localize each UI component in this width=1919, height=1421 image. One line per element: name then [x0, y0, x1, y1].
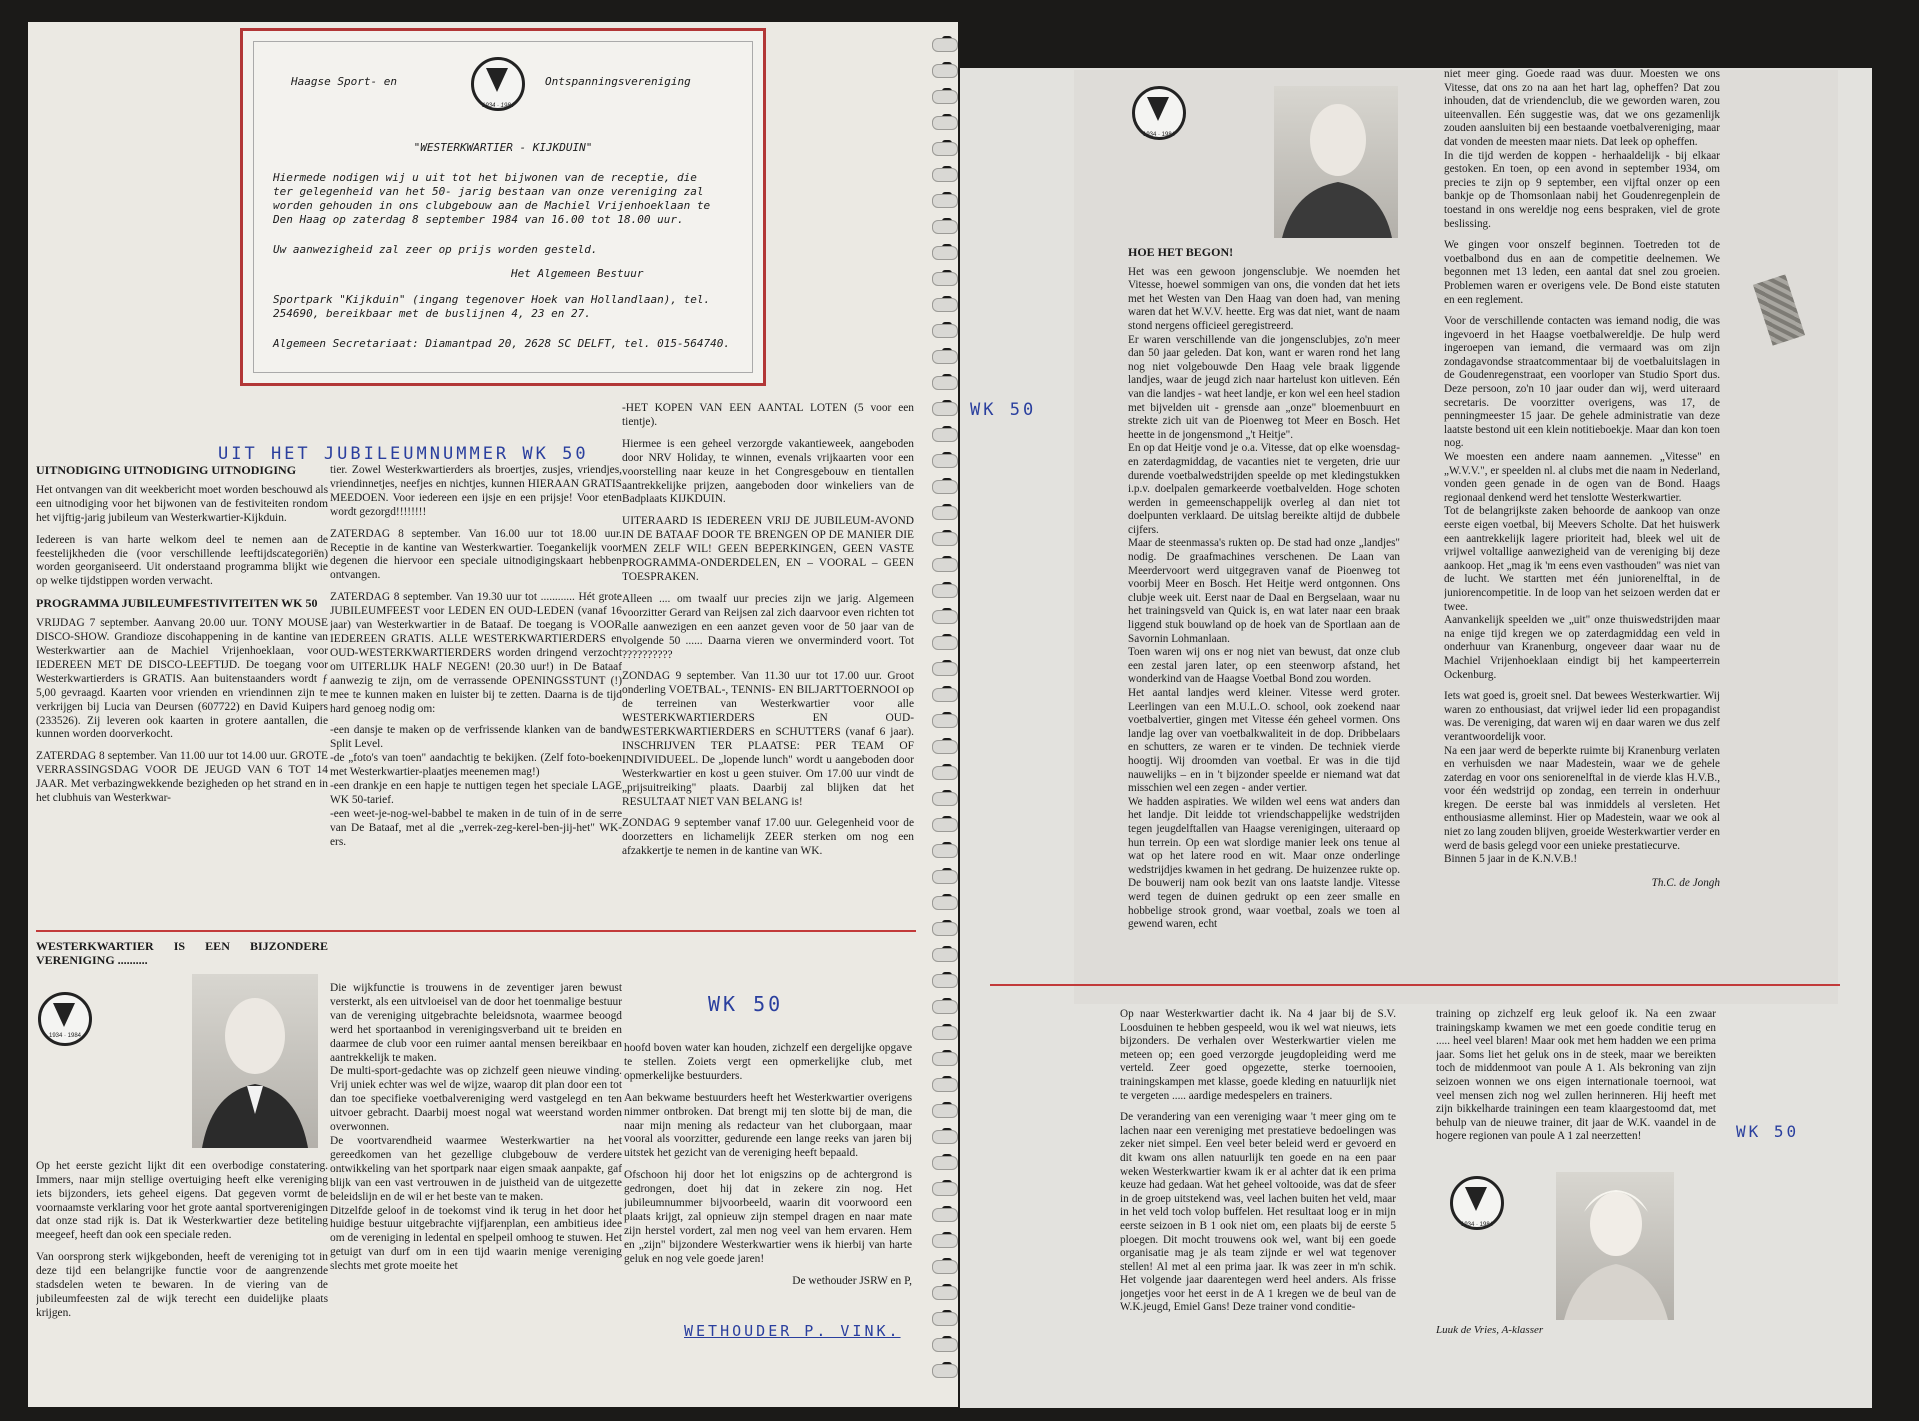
column-lower-1: [36, 940, 328, 1396]
club-logo-icon: [1450, 1176, 1504, 1230]
col1-paragraph: ZATERDAG 8 september. Van 11.00 uur tot 14.00 uur. GROTE VERRASSINGSDAG VOOR DE JEUGD VAN 6 TOT 14 JAAR. Met verbazingwekkende bezigheden op het strand en in het clubhuis van Westerkwar-: [36, 750, 328, 805]
articleA-paragraph: Er waren verschillende van die jongensclubjes, zo'n meer dan 50 jaar geleden. Dat kon, want er waren rond het lang nog niet volgebouwde Den Haag vele braak liggende landjes, waar de jeugd zich naar hartelust kon uitleven. Eén van die landjes - wat heet landje, er kon wel een heel stadion met bijvelden uit - grensde aan „onze" bloemenbuurt en strekte zich uit van de Pioenweg tot Meer en Bosch. Het heette in de jongensmond „'t Heitje".: [1128, 333, 1400, 441]
lower-col2-paragraph: De multi-sport-gedachte was op zichzelf geen nieuwe vinding. Vrij uniek echter was wel de wijze, waarop dit plan door een tot dan toe specifieke voetbalvereniging werd vastgelegd en ten uitvoer gebracht. Daarbij moest nogal wat weerstand worden overwonnen.: [330, 1065, 622, 1134]
articleA-paragraph: Maar de steenmassa's rukten op. De stad had onze „landjes" nodig. De graafmachines verschenen. De Laan van Meerdervoort werd uitgegraven vanaf de Pioenweg tot voorbij Meer en Bosch. Het Heitje werd ontgonnen. Ons clubje week uit. Eerst naar de Daal en Bergselaan, waar nu het trainingsveld van Quick is, en wat later naar een braak liggend stuk bouwland op de hoek van de Sportlaan aan de Savornin Lohmanlaan.: [1128, 537, 1400, 645]
annotation-wk50-a: WK 50: [970, 400, 1037, 420]
invitation-address: Sportpark "Kijkduin" (ingang tegenover Hoek van Hollandlaan), tel. 254690, bereikbaar met de buslijnen 4, 23 en 27.: [273, 293, 711, 320]
binding-ring: [932, 64, 958, 78]
portrait-photo: [192, 974, 318, 1148]
binding-ring: [932, 610, 958, 624]
col2-paragraph: tier. Zowel Westerkwartierders als broertjes, zusjes, vriendjes, vriendinnetjes, neefjes en nichtjes, kunnen HIERAAN GRATIS MEEDOEN. Voor iedereen een ijsje en een prijsje! Voor eten wordt gezorgd!!!!!!!!: [330, 464, 622, 518]
invitation-closing: Uw aanwezigheid zal zeer op prijs worden gesteld.: [273, 243, 598, 256]
column-lower-2: [330, 982, 622, 1362]
binding-ring: [932, 948, 958, 962]
divider-line: [36, 930, 916, 932]
invitation-club-name: "WESTERKWARTIER - KIJKDUIN": [413, 141, 593, 154]
binding-ring: [932, 792, 958, 806]
articleB-paragraph: We moesten een andere naam aannemen. „Vitesse" en „W.V.V.", er speelden nl. al clubs met die naam in Nederland, vonden geen genade in de ogen van de Bond. Haags regionaal denkend werd het tenslotte Westerkwartier.: [1444, 451, 1720, 504]
invitation-card: [240, 28, 766, 386]
binding-ring: [932, 1338, 958, 1352]
articleB-paragraph: Binnen 5 jaar in de K.N.V.B.!: [1444, 853, 1578, 866]
binding-ring: [932, 272, 958, 286]
lower-col1-paragraph: Op het eerste gezicht lijkt dit een overbodige constatering. Immers, naar mijn stellige overtuiging heeft elke vereniging iets bijzonders, iets geheel eigens. Dat gegeven vormt de voornaamste verklaring voor het grote aantal sportverenigingen dat onze stad rijk is. Dat ik Westerkwartier deze betiteling meegeef, heeft dan ook een speciale reden.: [36, 1159, 328, 1242]
col3-paragraph: ZONDAG 9 september. Van 11.30 uur tot 17.00 uur. Groot onderling VOETBAL-, TENNIS- EN BILJARTTOERNOOI op de terreinen van Westerkwartier voor alle WESTERKWARTIERDERS EN OUD-WESTERKWARTIERDERS en SCHUTTERS (vanaf 6 jaar). INSCHRIJVEN TER PLAATSE: PER TEAM OF INDIVIDUEEL. De „lopende lunch" wordt u aangeboden door Westerkwartier en kost u geen stuiver. Om 17.00 uur vindt de „prijsuitreiking" plaats. Daarbij zal blijken dat het RESULTAAT NIET VAN BELANG is!: [622, 670, 914, 808]
articleB-paragraph: Na een jaar werd de beperkte ruimte bij Kranenburg verlaten en verhuisden we naar Madestein, waar we de gehele zaterdag en voor ons seniorenelftal in de vierde klas H.V.B., voor één wedstrijd op zondag, een terrein in onderhuur kregen. De eerste bal was inmiddels al versleten. Het enthousiasme alleminst. Hier op Madestein, waar we ook al niet zo lang zouden blijven, groeide Westerkwartier verder en werd de basis gelegd voor een unieke prestatiecurve.: [1444, 744, 1720, 852]
col2-paragraph: -een dansje te maken op de verfrissende klanken van de band Split Level.: [330, 724, 622, 751]
lower-col1-paragraph: Van oorsprong sterk wijkgebonden, heeft de vereniging tot in deze tijd een belangrijke functie voor de aangrenzende stadsdelen weten te bewaren. In de viering van de jubileumfeesten zal de wijk terecht een duidelijke plaats krijgen.: [36, 1251, 328, 1319]
lower-col2-paragraph: Ditzelfde geloof in de toekomst vind ik terug in het door het huidige bestuur uitgebrachte vijfjarenplan, een ambitieus idee om de vereniging in ledental en spelpeil omhoog te stuwen. Het getuigt van durf om in een tijd waarin menige vereniging slechts met grote moeite het: [330, 1204, 622, 1273]
lower-paragraph: Op naar Westerkwartier dacht ik. Na 4 jaar bij de S.V. Loosduinen te hebben gespeeld, wou ik wel wat nieuws, iets bijzonders. De verhalen over Westerkwartier vielen me meteen op; een goed verzorgde jeugdopleiding werd me verteld. Zeer goed opgezette, sterke toernooien, trainingskampen met klasse, goede kleding en natuurlijk niet te vergeten ..... aardige medespelers en trainers.: [1120, 1008, 1396, 1102]
binding-ring: [932, 688, 958, 702]
articleA-paragraph: We hadden aspiraties. We wilden wel eens wat anders dan het landje. Dit leidde tot vriendschappelijke wedstrijden tegen jeugdelftallen van Haagse verenigingen, uiteraard op hun terrein. Op een wat slordige manier leek ons tenue al wat op het latere rood en wit. Maar onze onderlinge wedstrijdjes kwamen in het gedrang. De huizenzee rukte op. De bouwerij nam ook bezit van ons laatste landje. Vitesse werd tegen de duinen gedrukt op een zeer smalle en hobbelige strook grond, waar voetbal, zoals we toen al gewend waren, echt: [1128, 795, 1400, 931]
club-logo-icon: [471, 57, 525, 111]
binding-ring: [932, 584, 958, 598]
lower-paragraph: training op zichzelf erg leuk geloof ik. Na een zwaar trainingskamp kwamen we met een goede conditie terug en ..... heel veel blaren! Maar ook met hem hadden we een prima jaar. Soms liet het geluk ons in de steek, maar we bereikten toch de middenmoot van poule A 1. Als bekroning van zijn seizoen wonnen we ons eigen internationale toernooi, wat veel mensen zich nog wel zullen herinneren. Hij heeft met zijn bikkelharde trainingen een team klaargestoomd dat, met behulp van de nieuwe trainer, dit jaar de W.K. vaandel in de hogere regionen van poule A 1 zal neerzetten!: [1436, 1008, 1716, 1143]
binding-ring: [932, 1026, 958, 1040]
binding-ring: [932, 922, 958, 936]
col2-paragraph: ZATERDAG 8 september. Van 16.00 uur tot 18.00 uur. Receptie in de kantine van Westerkwartier. Toegankelijk voor degenen die hiervoor een speciale uitnodigingskaart hebben ontvangen.: [330, 527, 622, 582]
binding-ring: [932, 662, 958, 676]
articleB-paragraph: In die tijd werden de koppen - herhaaldelijk - bij elkaar gestoken. En toen, op een avond in september 1934, om precies te zijn op 9 september, een vijftal onzer op een bankje op de Thomsonlaan nabij het Goudenregenplein de toestand in ons wereldje nog eens bespraken, viel de grote beslissing.: [1444, 149, 1720, 230]
col3-paragraph: UITERAARD IS IEDEREEN VRIJ DE JUBILEUM-AVOND IN DE BATAAF DOOR TE BRENGEN OP DE MANIER DIE MEN ZELF WIL! GEEN BEPERKINGEN, GEEN VASTE PROGRAMMA-ONDERDELEN, EN – VOORAL – GEEN TOESPRAKEN.: [622, 515, 914, 583]
binding-ring: [932, 428, 958, 442]
binding-ring: [932, 740, 958, 754]
logo-years: 1934 · 1984: [1460, 1222, 1494, 1228]
binding-ring: [932, 454, 958, 468]
club-logo-icon: [38, 992, 92, 1046]
photo-block: [36, 974, 328, 1160]
binding-ring: [932, 532, 958, 546]
article-column-b: [1444, 68, 1720, 1000]
divider-line: [990, 984, 1840, 986]
col3-paragraph: Alleen .... om twaalf uur precies zijn we jarig. Algemeen voorzitter Gerard van Reijsen zal zich daarvoor even richten tot alle aanwezigen en een aanzet geven voor de 50 jaar van de volgende 50 ...... Daarna vieren we onverminderd voort. Tot ??????????: [622, 592, 914, 661]
portrait-silhouette-icon: [1274, 86, 1398, 238]
binding-ring: [932, 1130, 958, 1144]
lower-col3-signature: De wethouder JSRW en P,: [792, 1274, 912, 1287]
binding-spine: [930, 30, 960, 1390]
left-page: [28, 22, 958, 1407]
binding-ring: [932, 350, 958, 364]
right-page: [960, 68, 1872, 1408]
invitation-org-right: Ontspanningsvereniging: [545, 75, 691, 88]
binding-ring: [932, 766, 958, 780]
invitation-secretariat: Algemeen Secretariaat: Diamantpad 20, 2628 SC DELFT, tel. 015-564740.: [273, 337, 730, 350]
binding-ring: [932, 1286, 958, 1300]
annotation-wk50: WK 50: [708, 992, 784, 1016]
articleB-paragraph: Tot de belangrijkste zaken behoorde de aankoop van onze eerste eigen voetbal, bij Meevers Scholte. Dat het huiswerk een aantrekkelijk lagere prioriteit had, bleek wel uit de vrijwel voltallige aanwezigheid van de vereniging bij deze aankoop. Het „mag ik 'm eens even vasthouden" was niet van de lucht. We startten met één juniorenelftal, in de juniorencompetitie. In de loop van het seizoen werden dat er twee.: [1444, 505, 1720, 613]
column-lower-3: [624, 1042, 912, 1362]
invitation-signature: Het Algemeen Bestuur: [511, 267, 644, 280]
lower-col2-paragraph: Die wijkfunctie is trouwens in de zeventiger jaren bewust versterkt, als een uitvloeisel van de door het toenmalige bestuur van de vereniging uitgebrachte beleidsnota, waarmee beoogd werd het sportaanbod in verenigingsverband uit te breiden en daarmee de club voor een ruimer aantal mensen bereikbaar en aantrekkelijk te maken.: [330, 982, 622, 1064]
binding-ring: [932, 298, 958, 312]
col1-paragraph: VRIJDAG 7 september. Aanvang 20.00 uur. TONY MOUSE DISCO-SHOW. Grandioze discohappening in de kantine van Westerkwartier aan de Machiel Vrijenhoeklaan, voor IEDEREEN MET DE DISCO-LEEFTIJD. De toegang voor Westerkwartierders is GRATIS. Aan buitenstaanders wordt ƒ 5,00 gevraagd. Kaarten voor vrienden en vriendinnen zijn te verkrijgen bij Lucia van Deursen (607722) en David Kuipers (233526). Zij leveren ook kaarten in grotere aantallen, die kunnen worden doorverkocht.: [36, 617, 328, 741]
binding-ring: [932, 870, 958, 884]
articleB-paragraph: Voor de verschillende contacten was iemand nodig, die was ingevoerd in het Haagse voetbalwereldje. De hulp werd ingeroepen van iemand, die vermaard was om zijn zondagavondse straatcommentaar bij de voetbaluitslagen in de Goudenregenstraat, een voorloper van Studio Sport dus. Deze persoon, zo'n 10 jaar ouder dan wij, werd uiteraard secretaris. De voorzitter overigens, was 17, de penningmeester 15 jaar. De gehele administratie van deze laatste bestond uit een klein notitieboekje. Maar dan kon toen nog.: [1444, 315, 1720, 450]
binding-ring: [932, 1000, 958, 1014]
lower-col3-paragraph: hoofd boven water kan houden, zichzelf een dergelijke opgave te stellen. Zoiets vergt een opmerkelijke club, met opmerkelijke bestuurders.: [624, 1042, 912, 1082]
articleB-paragraph: Iets wat goed is, groeit snel. Dat bewees Westerkwartier. Wij waren zo enthousiast, dat vrijwel ieder lid een propagandist was. De vereniging, dat waren wij en daar waren we dus zelf verantwoordelijk voor.: [1444, 690, 1720, 743]
binding-ring: [932, 714, 958, 728]
annotation-wk50-b: WK 50: [1736, 1122, 1800, 1141]
col1-paragraph: Iedereen is van harte welkom deel te nemen aan de feestelijkheden die (voor verschillende leeftijdscategoriën) worden georganiseerd. Uit onderstaand programma blijkt wie op welke tijdstippen worden verwacht.: [36, 533, 328, 588]
articleB-paragraph: Aanvankelijk speelden we „uit" onze thuiswedstrijden maar na enige tijd kregen we op zaterdagmiddag een veld in onderhuur van Kranenburg, ongeveer daar waar nu de Machiel Vrijenhoeklaan eindigt bij het kampeerterrein Ockenburg.: [1444, 614, 1720, 681]
portrait-silhouette-icon: [192, 974, 318, 1148]
lower-col2-paragraph: De voortvarendheid waarmee Westerkwartier na het gereedkomen van het gezellige clubgebouw de verdere ontwikkeling van het sportpark naar eigen smaak aanpakte, gaf blijk van een vast vertrouwen in de juistheid van de uitgezette beleidslijn en de wil er het beste van te maken.: [330, 1134, 622, 1203]
binding-ring: [932, 116, 958, 130]
binding-ring: [932, 324, 958, 338]
logo-years: 1934 · 1984: [1142, 132, 1176, 138]
article-heading: HOE HET BEGON!: [1128, 246, 1234, 259]
binding-ring: [932, 1364, 958, 1378]
binding-ring: [932, 896, 958, 910]
binding-ring: [932, 90, 958, 104]
binding-ring: [932, 1234, 958, 1248]
articleA-paragraph: Het was een gewoon jongensclubje. We noemden het Vitesse, hoewel sommigen van ons, die vonden dat het iets met het Westen van Den Haag van doen had, van mening waren dat het W.V.V. heette. Erg was dat niet, want de naam stond nergens officieel geregistreerd.: [1128, 265, 1400, 332]
binding-ring: [932, 1078, 958, 1092]
photo-caption: Luuk de Vries, A-klasser: [1436, 1324, 1544, 1336]
col1-paragraph: Het ontvangen van dit weekbericht moet worden beschouwd als een uitnodiging voor het bijwonen van de festiviteiten rondom het vijftig-jarig jubileum van Westerkwartier-Kijkduin.: [36, 483, 328, 524]
col3-paragraph: -HET KOPEN VAN EEN AANTAL LOTEN (5 voor een tientje).: [622, 402, 914, 428]
binding-ring: [932, 974, 958, 988]
portrait-photo: [1274, 86, 1398, 238]
article-column-a: [1128, 246, 1400, 998]
articleA-paragraph: Toen waren wij ons er nog niet van bewust, dat onze club een zestal jaren later, op een steenworp afstand, het wonderkind van de Haagse Voetbal Bond zou worden.: [1128, 646, 1400, 686]
lower-paragraph: De verandering van een vereniging waar 't meer ging om te lachen naar een vereniging met prestatieve bedoelingen was zeker niet simpel. Een veel beter beleid werd er gevoerd en dit kwam ons allen natuurlijk ten goede en na een paar weken Westerkwartier kwam ik er al achter dat ik een prima keuze had gedaan. Wat het geheel voltooide, was dat de sfeer in de groep uitstekend was, veel lachen buiten het veld, maar in het veld toch volop buffelen. Het resultaat loog er in mijn eerste seizoen in B 1 ook niet om, een plaats bij de eerste 5 ploegen. Dit mocht trouwens ook wel, want bij een goede organisatie mag je als team zijnde er wel wat tegenover stellen! Al met al een prima jaar. Ik was zeer in m'n schik. Het volgende jaar daarentegen werd heel anders. Als frisse jongetjes voor het eerst in de A 1 kregen we de beul van de W.K.jeugd, Emiel Gans! Deze trainer vond conditie-: [1120, 1111, 1396, 1314]
binding-ring: [932, 246, 958, 260]
binding-ring: [932, 1156, 958, 1170]
club-logo-icon: [1132, 86, 1186, 140]
col2-paragraph: -de „foto's van toen" aandachtig te bekijken. (Zelf foto-boeken met Westerkwartier-plaatjes meenemen mag!): [330, 752, 622, 779]
lower-col3-paragraph: Ofschoon hij door het lot enigszins op de achtergrond is gedrongen, doet hij dat in zekere zin nog. Het jubileumnummer bijvoorbeeld, waarin dit voorwoord een plaats krijgt, zal opnieuw zijn stempel dragen en naar mate zijn herstel vordert, zal men nog veel van hem ervaren. Hem en „zijn" bijzondere Westerkwartier wens ik hierbij van harte geluk en nog vele goede jaren!: [624, 1169, 912, 1265]
binding-ring: [932, 220, 958, 234]
lower-column-2: [1436, 1008, 1716, 1168]
col3-paragraph: Hiermee is een geheel verzorgde vakantieweek, aangeboden door NRV Holiday, te winnen, evenals vrijkaarten voor een voorstelling naar keuze in het Congresgebouw en tientallen aantrekkelijke prijzen, aangeboden door winkeliers van de Badplaats KIJKDUIN.: [622, 437, 914, 506]
heading-special-club: WESTERKWARTIER IS EEN BIJZONDERE VERENIGING ..........: [36, 940, 328, 967]
binding-ring: [932, 142, 958, 156]
logo-years: 1934 · 1984: [48, 1032, 82, 1039]
binding-ring: [932, 1208, 958, 1222]
articleB-paragraph: niet meer ging. Goede raad was duur. Moesten we ons Vitesse, dat ons zo na aan het hart lag, opheffen? Dat zou inhouden, dat de vriendenclub, die we geworden waren, zou uiteenvallen. Eén suggestie was, dat we ons gezamenlijk zouden aansluiten bij een bestaande voetbalvereniging, maar dat vonden de meesten maar niets. Dat leek op opheffen.: [1444, 68, 1720, 148]
binding-ring: [932, 506, 958, 520]
lower-col3-paragraph: Aan bekwame bestuurders heeft het Westerkwartier overigens nimmer ontbroken. Dat brengt mij ten slotte bij de man, die naar mijn mening als redacteur van het cluborgaan, maar vooral als voorzitter, gedurende een lange reeks van jaren bij uitstek het gezicht van de vereniging heeft bepaald.: [624, 1091, 912, 1160]
annotation-jubilee: UIT HET JUBILEUMNUMMER WK 50: [218, 444, 589, 464]
binding-ring: [932, 1104, 958, 1118]
binding-ring: [932, 636, 958, 650]
binding-ring: [932, 844, 958, 858]
invitation-body: Hiermede nodigen wij u uit tot het bijwonen van de receptie, die ter gelegenheid van het 50- jarig bestaan van onze vereniging zal worden gehouden in ons clubgebouw aan de Machiel Vrijenhoeklaan te Den Haag op zaterdag 8 september 1984 van 16.00 tot 18.00 uur.: [273, 171, 711, 226]
binding-ring: [932, 1260, 958, 1274]
lower-column-1: [1120, 1008, 1396, 1378]
binding-ring: [932, 194, 958, 208]
col2-paragraph: -een drankje en een hapje te nuttigen tegen het speciale LAGE WK 50-tarief.: [330, 780, 622, 806]
heading-program: PROGRAMMA JUBILEUMFESTIVITEITEN WK 50: [36, 596, 318, 611]
column-program-1: [36, 464, 328, 922]
col2-paragraph: ZATERDAG 8 september. Van 19.30 uur tot ............ Hét grote JUBILEUMFEEST voor LEDEN EN OUD-LEDEN (vanaf 16 jaar) van Westerkwartier in de Bataaf. De toegang is VOOR IEDEREEN GRATIS. ALLE WESTERKWARTIERDERS en OUD-WESTERKWARTIERDERS worden dringend verzocht om UITERLIJK HALF NEGEN! (20.30 uur!) in De Bataaf aanwezig te zijn, om de verrassende OPENINGSSTUNT (!) mee te kunnen maken en luister bij te zetten. Daarna is de tijd hard genoeg nodig om:: [330, 591, 622, 715]
column-program-2: [330, 464, 622, 922]
heading-invitation: UITNODIGING UITNODIGING UITNODIGING: [36, 464, 297, 477]
binding-ring: [932, 558, 958, 572]
binding-ring: [932, 480, 958, 494]
articleB-paragraph: We gingen voor onszelf beginnen. Toetreden tot de voetbalbond dus en aan de competitie deelnemen. We begonnen met 13 leden, een aantal dat snel zou groeien. Problemen waren er overigens vele. De Bond eiste statuten en een reglement.: [1444, 239, 1720, 306]
annotation-wethouder: WETHOUDER P. VINK.: [684, 1322, 901, 1340]
article-signature: Th.C. de Jongh: [1651, 876, 1720, 889]
binding-ring: [932, 818, 958, 832]
portrait-silhouette-icon: [1556, 1172, 1674, 1320]
invitation-org-left: Haagse Sport- en: [291, 75, 397, 88]
binding-ring: [932, 1052, 958, 1066]
binding-ring: [932, 1312, 958, 1326]
binding-ring: [932, 38, 958, 52]
articleA-paragraph: Het aantal landjes werd kleiner. Vitesse werd groter. Leerlingen van een M.U.L.O. school, ook zoekend naar voetbalvertier, gingen met Vitesse één geheel vormen. Ons landje lag over van voetbalkwaliteit in de dop. Dribbelaars en schutters, ze waren er te vinden. De techniek vierde hoogtij. Wij droomden van voetbal. Er was in die tijd nauwelijks – en in 't bijzonder speelde er niemand wat dat misschien wel een zegen - ander vertier.: [1128, 687, 1400, 795]
col2-paragraph: -een weet-je-nog-wel-babbel te maken in de tuin of in de serre van De Bataaf, met al die „verrek-zeg-kerel-ben-jij-het" WK-ers.: [330, 807, 622, 848]
logo-years: 1934 · 1984: [481, 103, 515, 109]
col3-paragraph: ZONDAG 9 september vanaf 17.00 uur. Gelegenheid voor de doorzetters en lichamelijk ZEER sterken om nog een afzakkertje te nemen in de kantine van WK.: [622, 817, 914, 858]
binding-ring: [932, 1182, 958, 1196]
binding-ring: [932, 402, 958, 416]
portrait-photo: [1556, 1172, 1674, 1320]
articleA-paragraph: En op dat Heitje vond je o.a. Vitesse, dat op elke woensdag- en zaterdagmiddag, de vacanties niet te vergeten, drie uur durende voetbalwedstrijden speelde op met kledingstukken i.p.v. doelpalen gemarkeerde voetbalvelden. Hoge schoten werden in gemeenschappelijk overleg al dan niet tot doelpunten verklaard. De uitslag bereikte altijd de dubbele cijfers.: [1128, 442, 1400, 536]
binding-ring: [932, 376, 958, 390]
column-program-3: [622, 402, 914, 922]
binding-ring: [932, 168, 958, 182]
